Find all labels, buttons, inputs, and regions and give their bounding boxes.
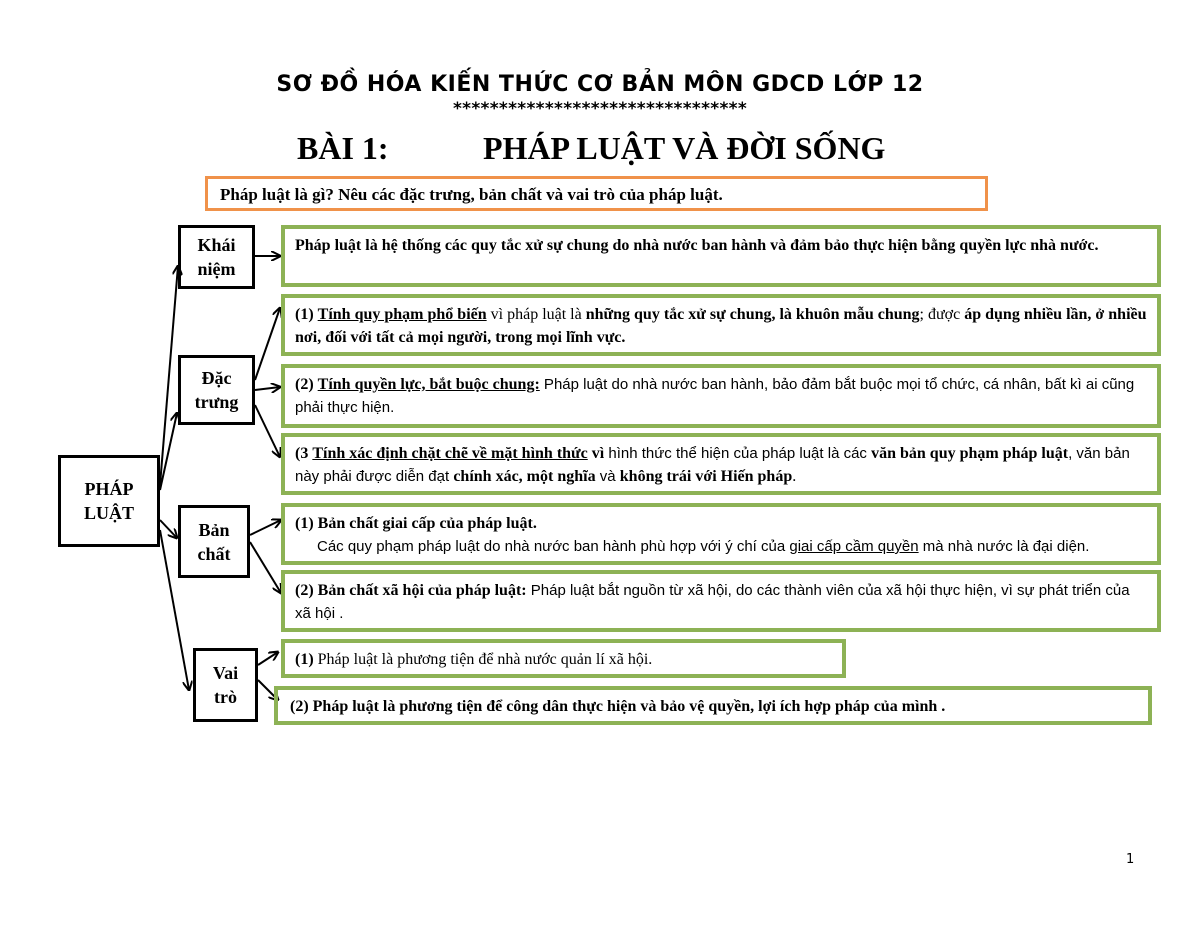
bc2-num: (2): [295, 582, 314, 599]
question-box: Pháp luật là gì? Nêu các đặc trưng, bản chất và vai trò của pháp luật.: [205, 176, 988, 211]
dt1-text-2: ; được: [919, 306, 965, 323]
arrow-dac-trung-3: [255, 405, 280, 457]
root-label: PHÁP LUẬT: [83, 479, 134, 523]
dt3-text-5: .: [792, 468, 797, 485]
ban-chat-box-1: [281, 503, 1161, 565]
lesson-label: BÀI 1:: [297, 130, 389, 166]
vt1-text: Pháp luật là phương tiện để nhà nước quản lí xã hội.: [313, 651, 653, 668]
dt1-num: (1): [295, 306, 314, 323]
arrow-dac-trung-2: [255, 387, 280, 390]
dac-trung-box-2: [281, 364, 1161, 428]
branch-ban-chat: [178, 505, 250, 578]
dt3-num: (3: [295, 445, 309, 462]
bc1-title: (1) Bản chất giai cấp của pháp luật.: [295, 515, 537, 532]
bc1-underline: giai cấp cầm quyền: [789, 538, 919, 555]
dt3-text-1: vì: [587, 445, 605, 462]
lesson-name: PHÁP LUẬT VÀ ĐỜI SỐNG: [483, 130, 886, 166]
bc2-text: Pháp luật bắt nguồn từ xã hội, do các thành viên của xã hội thực hiện, vì sự phát triển của xã hội .: [295, 582, 1130, 622]
dt2-text: Pháp luật do nhà nước ban hành, bảo đảm bắt buộc mọi tổ chức, cá nhân, bất kì ai cũng phải thực hiện.: [295, 376, 1135, 416]
arrow-ban-chat-2: [250, 542, 281, 593]
arrow-root-ban-chat: [160, 520, 177, 538]
bc1-body: [295, 535, 1147, 558]
dt3-text-2: hình thức thể hiện của pháp luật là các: [604, 445, 872, 462]
dt3-bold-3: không trái với Hiến pháp: [619, 468, 793, 485]
dt1-bold-1: những quy tắc xử sự chung, là khuôn mẫu chung: [585, 306, 920, 323]
dt1-text-1: vì pháp luật là: [486, 306, 586, 323]
page-number: 1: [1126, 852, 1135, 867]
bc1-text-2: mà nhà nước là đại diện.: [918, 538, 1090, 555]
bc1-text-1: Các quy phạm pháp luật do nhà nước ban hành phù hợp với ý chí của: [317, 538, 790, 555]
vai-tro-box-2: [274, 686, 1152, 725]
bc2-title: Bản chất xã hội của pháp luật:: [313, 582, 527, 599]
dt1-bold-2: áp dụng nhiều lần, ở nhiều nơi, đối với tất cả mọi người, trong mọi lĩnh vực.: [295, 306, 1147, 346]
dt3-text-4: và: [595, 468, 620, 485]
dt3-bold-1: văn bản quy phạm pháp luật: [871, 445, 1069, 462]
dt2-num: (2): [295, 376, 314, 393]
vt1-num: (1): [295, 651, 314, 668]
branch-vai-tro: [193, 648, 258, 722]
arrow-ban-chat-1: [250, 520, 281, 535]
dac-trung-box-1: [281, 294, 1161, 356]
dt3-text-3: , văn bản này phải được diễn đạt: [295, 445, 1130, 485]
ban-chat-box-2: [281, 570, 1161, 632]
branch-dac-trung: [178, 355, 255, 425]
branch-vai-tro-label: Vai trò: [212, 663, 239, 707]
dt3-bold-2: chính xác, một nghĩa: [453, 468, 596, 485]
arrow-dac-trung-1: [255, 308, 280, 380]
branch-khai-niem: [178, 225, 255, 289]
branch-dac-trung-label: Đặc trưng: [194, 368, 239, 412]
vt2-num: (2): [290, 698, 309, 715]
vt2-text: Pháp luật là phương tiện để công dân thực hiện và bảo vệ quyền, lợi ích hợp pháp của mình .: [308, 698, 946, 715]
star-divider: ********************************: [452, 99, 748, 119]
dac-trung-box-3: [281, 433, 1161, 495]
branch-khai-niem-label: Khái niệm: [197, 235, 236, 279]
dt3-title: Tính xác định chặt chẽ về mặt hình thức: [312, 445, 588, 462]
root-node: [58, 455, 160, 547]
arrow-vai-tro-1: [258, 652, 278, 665]
dt1-title: Tính quy phạm phổ biến: [317, 306, 487, 323]
khai-niem-text: Pháp luật là hệ thống các quy tắc xử sự chung do nhà nước ban hành và đảm bảo thực hiện bằng quyền lực nhà nước.: [295, 237, 1099, 254]
branch-ban-chat-label: Bản chất: [197, 519, 231, 564]
khai-niem-box: [281, 225, 1161, 287]
document-title: SƠ ĐỒ HÓA KIẾN THỨC CƠ BẢN MÔN GDCD LỚP 12: [276, 72, 924, 97]
vai-tro-box-1: [281, 639, 846, 678]
dt2-title: Tính quyền lực, bắt buộc chung:: [317, 376, 540, 393]
